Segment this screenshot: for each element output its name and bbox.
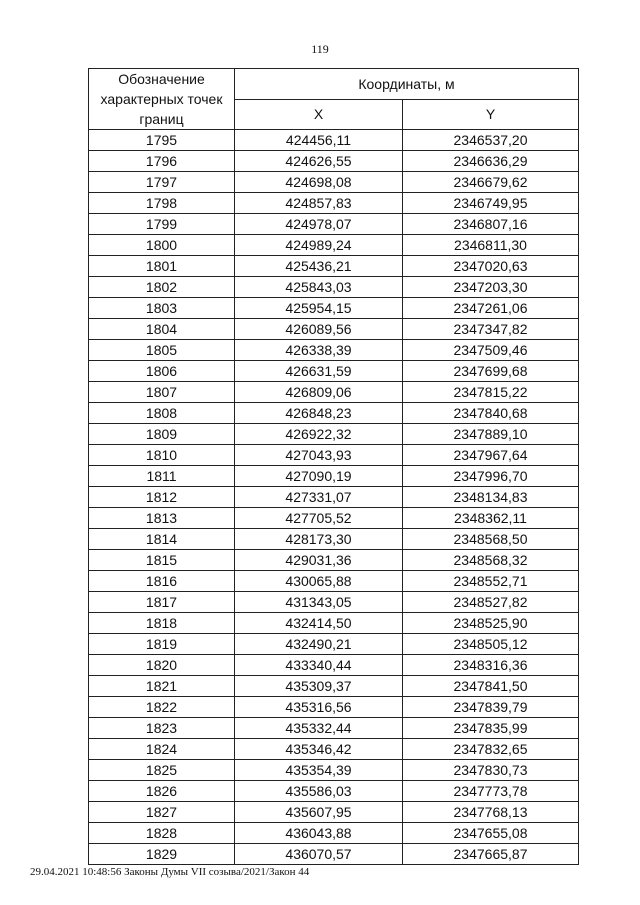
cell-point-number: 1802 (89, 277, 235, 298)
cell-point-number: 1823 (89, 718, 235, 739)
cell-point-number: 1820 (89, 655, 235, 676)
cell-point-number: 1807 (89, 382, 235, 403)
table-row (89, 592, 579, 613)
cell-y: 2347996,70 (403, 466, 579, 487)
cell-point-number: 1825 (89, 760, 235, 781)
table-row (89, 361, 579, 382)
cell-x: 435354,39 (235, 760, 403, 781)
cell-x: 435316,56 (235, 697, 403, 718)
cell-y: 2346811,30 (403, 235, 579, 256)
cell-x: 435586,03 (235, 781, 403, 802)
cell-y: 2347967,64 (403, 445, 579, 466)
table-row (89, 571, 579, 592)
cell-x: 424857,83 (235, 193, 403, 214)
table-row (89, 718, 579, 739)
cell-point-number: 1828 (89, 823, 235, 844)
cell-point-number: 1810 (89, 445, 235, 466)
cell-y: 2347830,73 (403, 760, 579, 781)
header-point-label: Обозначение характерных точек границ (89, 69, 235, 130)
cell-y: 2348362,11 (403, 508, 579, 529)
table-row (89, 676, 579, 697)
cell-x: 427090,19 (235, 466, 403, 487)
cell-x: 427705,52 (235, 508, 403, 529)
cell-y: 2346807,16 (403, 214, 579, 235)
table-row (89, 823, 579, 844)
cell-x: 431343,05 (235, 592, 403, 613)
cell-x: 424626,55 (235, 151, 403, 172)
table-row (89, 634, 579, 655)
cell-x: 426809,06 (235, 382, 403, 403)
cell-point-number: 1815 (89, 550, 235, 571)
cell-point-number: 1821 (89, 676, 235, 697)
cell-x: 433340,44 (235, 655, 403, 676)
cell-y: 2347203,30 (403, 277, 579, 298)
table-row (89, 151, 579, 172)
cell-y: 2347835,99 (403, 718, 579, 739)
cell-point-number: 1808 (89, 403, 235, 424)
cell-point-number: 1824 (89, 739, 235, 760)
table-row (89, 403, 579, 424)
cell-point-number: 1799 (89, 214, 235, 235)
cell-x: 426631,59 (235, 361, 403, 382)
table-row (89, 235, 579, 256)
cell-point-number: 1814 (89, 529, 235, 550)
cell-point-number: 1817 (89, 592, 235, 613)
table-row (89, 781, 579, 802)
cell-y: 2347841,50 (403, 676, 579, 697)
cell-x: 432414,50 (235, 613, 403, 634)
cell-x: 429031,36 (235, 550, 403, 571)
table-row (89, 550, 579, 571)
cell-x: 432490,21 (235, 634, 403, 655)
cell-x: 425954,15 (235, 298, 403, 319)
cell-point-number: 1795 (89, 130, 235, 151)
table-row (89, 424, 579, 445)
cell-point-number: 1803 (89, 298, 235, 319)
table-row (89, 256, 579, 277)
table-row (89, 382, 579, 403)
cell-point-number: 1798 (89, 193, 235, 214)
cell-x: 430065,88 (235, 571, 403, 592)
cell-y: 2347261,06 (403, 298, 579, 319)
table-row (89, 802, 579, 823)
cell-y: 2348568,32 (403, 550, 579, 571)
cell-x: 424989,24 (235, 235, 403, 256)
cell-point-number: 1826 (89, 781, 235, 802)
cell-point-number: 1796 (89, 151, 235, 172)
cell-x: 426848,23 (235, 403, 403, 424)
cell-x: 424978,07 (235, 214, 403, 235)
cell-x: 425843,03 (235, 277, 403, 298)
document-footer: 29.04.2021 10:48:56 Законы Думы VII созыва/2021/Закон 44 (30, 866, 310, 878)
table-row (89, 214, 579, 235)
cell-x: 427043,93 (235, 445, 403, 466)
cell-point-number: 1827 (89, 802, 235, 823)
cell-y: 2347699,68 (403, 361, 579, 382)
cell-point-number: 1816 (89, 571, 235, 592)
table-row (89, 298, 579, 319)
cell-y: 2346537,20 (403, 130, 579, 151)
cell-point-number: 1811 (89, 466, 235, 487)
cell-x: 435309,37 (235, 676, 403, 697)
table-row (89, 655, 579, 676)
cell-point-number: 1797 (89, 172, 235, 193)
cell-x: 426922,32 (235, 424, 403, 445)
cell-point-number: 1806 (89, 361, 235, 382)
table-row (89, 739, 579, 760)
cell-x: 424698,08 (235, 172, 403, 193)
cell-y: 2348527,82 (403, 592, 579, 613)
cell-y: 2347815,22 (403, 382, 579, 403)
cell-y: 2347773,78 (403, 781, 579, 802)
cell-y: 2347839,79 (403, 697, 579, 718)
cell-x: 428173,30 (235, 529, 403, 550)
table-row (89, 487, 579, 508)
cell-y: 2347509,46 (403, 340, 579, 361)
cell-point-number: 1812 (89, 487, 235, 508)
cell-y: 2346749,95 (403, 193, 579, 214)
cell-y: 2347832,65 (403, 739, 579, 760)
cell-y: 2348552,71 (403, 571, 579, 592)
page-number: 119 (311, 42, 329, 56)
table-row (89, 130, 579, 151)
cell-x: 436043,88 (235, 823, 403, 844)
cell-point-number: 1800 (89, 235, 235, 256)
table-row (89, 844, 579, 865)
table-row (89, 172, 579, 193)
coordinates-table (88, 68, 579, 865)
cell-point-number: 1805 (89, 340, 235, 361)
cell-y: 2348568,50 (403, 529, 579, 550)
cell-x: 436070,57 (235, 844, 403, 865)
cell-y: 2347768,13 (403, 802, 579, 823)
cell-x: 425436,21 (235, 256, 403, 277)
cell-y: 2347840,68 (403, 403, 579, 424)
table-row (89, 277, 579, 298)
cell-y: 2348134,83 (403, 487, 579, 508)
cell-x: 435346,42 (235, 739, 403, 760)
cell-x: 435332,44 (235, 718, 403, 739)
cell-x: 424456,11 (235, 130, 403, 151)
cell-y: 2348525,90 (403, 613, 579, 634)
header-coordinates: Координаты, м (235, 69, 579, 100)
cell-point-number: 1819 (89, 634, 235, 655)
table-row (89, 508, 579, 529)
table-row (89, 319, 579, 340)
cell-y: 2347655,08 (403, 823, 579, 844)
cell-y: 2347665,87 (403, 844, 579, 865)
cell-point-number: 1818 (89, 613, 235, 634)
cell-x: 426338,39 (235, 340, 403, 361)
cell-y: 2347889,10 (403, 424, 579, 445)
cell-point-number: 1804 (89, 319, 235, 340)
table-row (89, 697, 579, 718)
cell-y: 2347020,63 (403, 256, 579, 277)
cell-y: 2346679,62 (403, 172, 579, 193)
cell-y: 2347347,82 (403, 319, 579, 340)
cell-point-number: 1809 (89, 424, 235, 445)
cell-point-number: 1801 (89, 256, 235, 277)
cell-point-number: 1829 (89, 844, 235, 865)
header-x: X (235, 99, 403, 130)
table-row (89, 340, 579, 361)
header-y: Y (403, 99, 579, 130)
table-body (89, 130, 579, 865)
table-row (89, 193, 579, 214)
cell-point-number: 1813 (89, 508, 235, 529)
table-row (89, 613, 579, 634)
cell-x: 427331,07 (235, 487, 403, 508)
cell-y: 2348316,36 (403, 655, 579, 676)
cell-x: 435607,95 (235, 802, 403, 823)
cell-y: 2346636,29 (403, 151, 579, 172)
table-row (89, 760, 579, 781)
cell-x: 426089,56 (235, 319, 403, 340)
table-row (89, 445, 579, 466)
cell-y: 2348505,12 (403, 634, 579, 655)
table-row (89, 466, 579, 487)
table-row (89, 529, 579, 550)
cell-point-number: 1822 (89, 697, 235, 718)
